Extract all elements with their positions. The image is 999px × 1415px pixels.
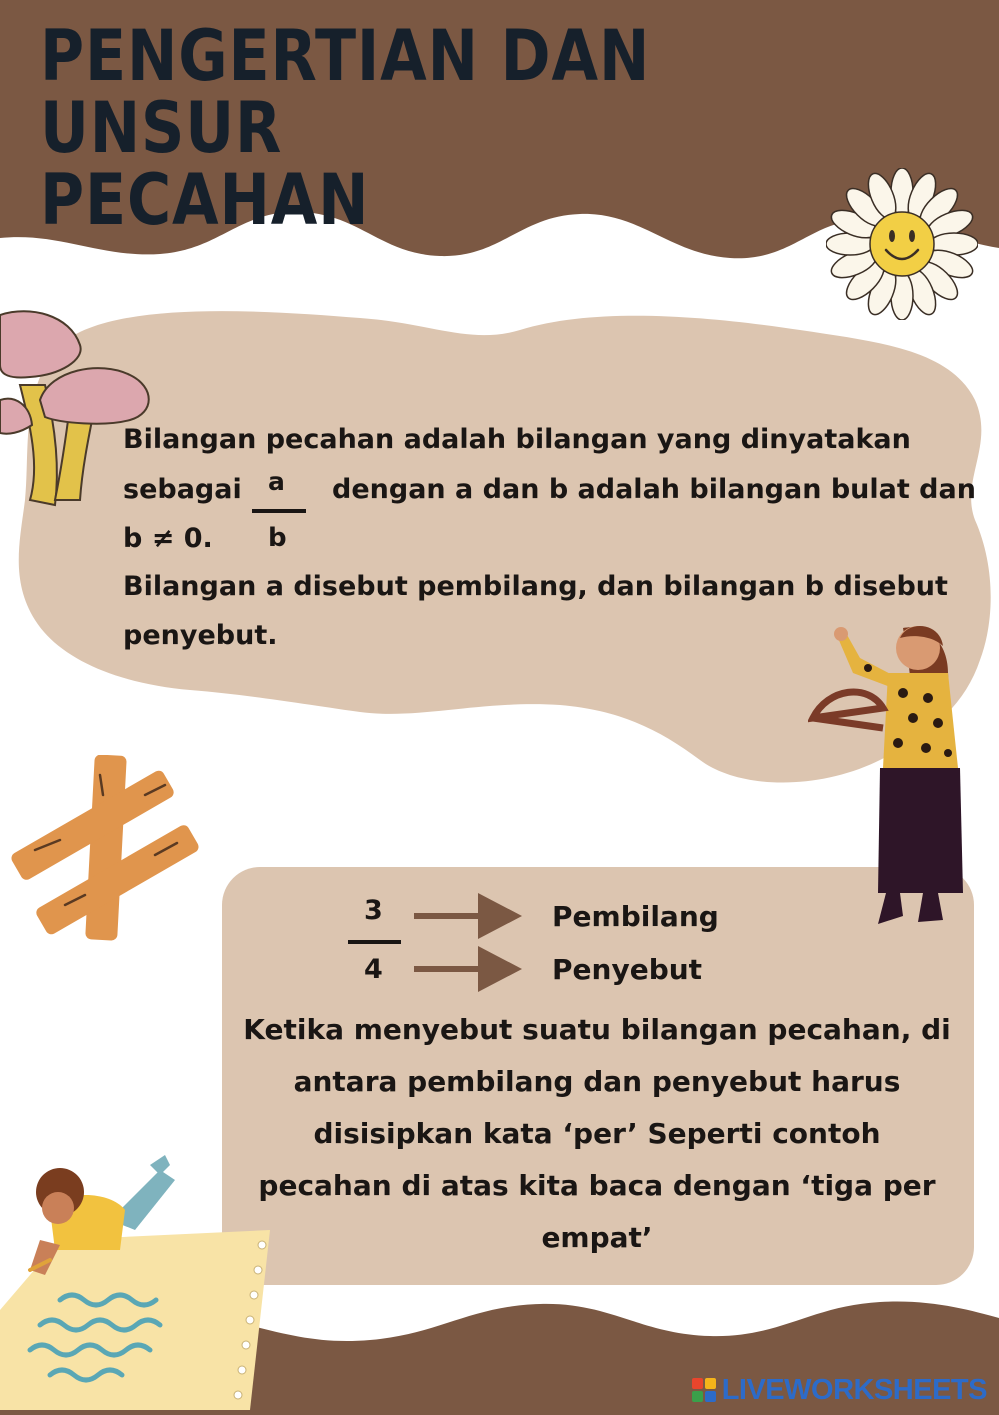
definition-line-4: Bilangan a disebut pembilang, dan bilangan b disebut (123, 571, 948, 602)
arrows-group (414, 891, 524, 995)
student-writing-illustration (0, 1150, 285, 1410)
definition-line-5: penyebut. (123, 620, 278, 651)
teacher-illustration (808, 618, 968, 930)
explanation-line-4: pecahan di atas kita baca dengan ‘tiga per (258, 1169, 936, 1202)
explanation-line-1: Ketika menyebut suatu bilangan pecahan, di (243, 1013, 951, 1046)
liveworksheets-logo (692, 1373, 987, 1407)
brand-text: LIVEWORKSHEETS (721, 1373, 987, 1406)
definition-line-1: Bilangan pecahan adalah bilangan yang dinyatakan (123, 424, 911, 455)
definition-line-3: b ≠ 0. (123, 523, 213, 554)
example-numerator: 3 (364, 895, 383, 926)
fraction-numerator-a: a (268, 467, 285, 496)
explanation-line-2: antara pembilang dan penyebut harus (293, 1065, 901, 1098)
example-explanation (232, 1004, 962, 1264)
fraction-denominator-b: b (268, 523, 287, 553)
title-line-2: PECAHAN (40, 159, 370, 241)
explanation-line-3: disisipkan kata ‘per’ Seperti contoh (313, 1117, 881, 1150)
sunflower-icon (826, 168, 978, 320)
denominator-label: Penyebut (552, 953, 703, 986)
explanation-line-5: empat’ (541, 1221, 653, 1254)
example-fraction-bar (348, 940, 401, 944)
not-equal-sticks-icon (5, 755, 205, 945)
definition-line-2-suffix: dengan a dan b adalah bilangan bulat dan (332, 474, 976, 505)
brand-tiles-icon (692, 1378, 716, 1402)
arrow-right-icon (414, 893, 522, 939)
numerator-label: Pembilang (552, 900, 719, 933)
title-line-1: PENGERTIAN DAN UNSUR (40, 15, 651, 169)
fraction-bar-ab (252, 509, 306, 513)
definition-line-2-prefix: sebagai (123, 474, 242, 505)
arrow-right-icon (414, 946, 522, 992)
example-denominator: 4 (364, 954, 383, 985)
page-title (40, 15, 866, 241)
